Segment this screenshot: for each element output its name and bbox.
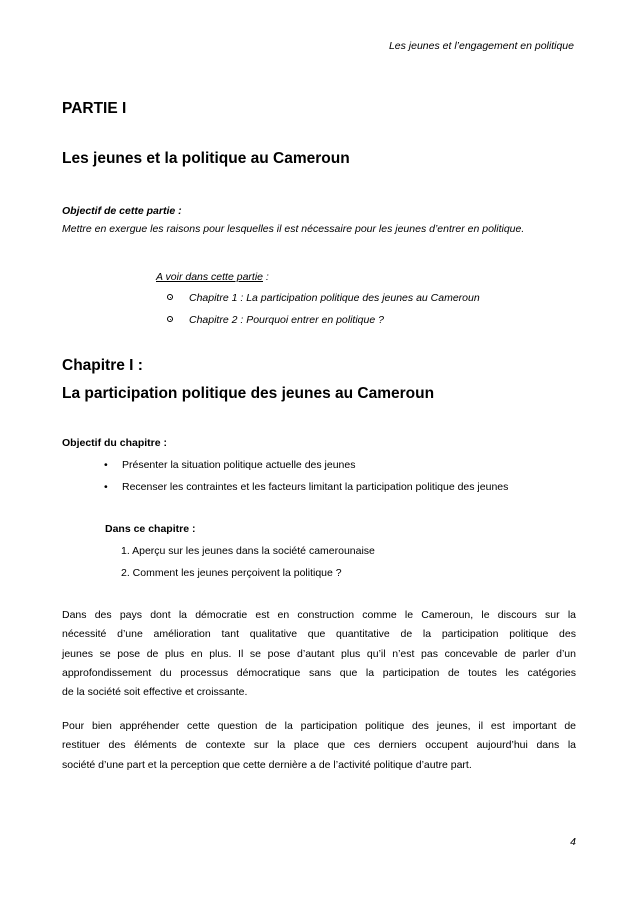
page-number: 4: [570, 836, 576, 848]
part-chapter-item: [167, 314, 384, 326]
chapter-label: Chapitre I :: [62, 357, 143, 374]
bullet-icon: •: [104, 481, 108, 493]
in-chapter-label: Dans ce chapitre :: [105, 523, 196, 535]
see-in-part-suffix: :: [263, 271, 269, 283]
part-title: Les jeunes et la politique au Cameroun: [62, 150, 350, 167]
part-objective-text: Mettre en exergue les raisons pour lesquelles il est nécessaire pour les jeunes d’entrer en politique.: [62, 223, 525, 235]
chapter-objective-text: Recenser les contraintes et les facteurs limitant la participation politique des jeunes: [122, 481, 509, 493]
see-in-part-heading: [156, 271, 269, 283]
chapter-section-item: 2. Comment les jeunes perçoivent la politique ?: [121, 567, 342, 579]
part-chapter-item: [167, 292, 480, 304]
part-label: PARTIE I: [62, 100, 127, 117]
chapter-objective-text: Présenter la situation politique actuelle des jeunes: [122, 459, 356, 471]
body-paragraph: [62, 717, 576, 775]
part-chapter-text: Chapitre 1 : La participation politique des jeunes au Cameroun: [189, 292, 480, 304]
circle-bullet-icon: [167, 294, 173, 300]
paragraph-line: de la société soit effective et croissante.: [62, 686, 248, 699]
chapter-objective-item: [104, 459, 355, 471]
part-chapter-text: Chapitre 2 : Pourquoi entrer en politique ?: [189, 314, 384, 326]
chapter-objective-item: [104, 481, 508, 493]
paragraph-line: Pour bien appréhender cette question de la participation politique des jeunes, il est important de: [62, 720, 576, 732]
part-objective-label: Objectif de cette partie :: [62, 205, 182, 217]
see-in-part-label: A voir dans cette partie: [156, 271, 263, 283]
paragraph-line: approfondissement du processus démocratique sans que la participation de toutes les catégories: [62, 666, 576, 679]
body-paragraph: [62, 606, 576, 702]
paragraph-line: nécessité d’une amélioration tant qualitative que quantitative de la participation politique des: [62, 628, 576, 641]
paragraph-line: Dans des pays dont la démocratie est en construction comme le Cameroun, le discours sur la: [62, 609, 576, 621]
paragraph-line: restituer des éléments de contexte sur la place que ces derniers occupent aujourd’hui dans la: [62, 739, 576, 752]
chapter-objective-label: Objectif du chapitre :: [62, 437, 168, 449]
paragraph-line: jeunes se pose de plus en plus. Il se pose d’autant plus qu’il n’est pas concevable de parler d’un: [62, 647, 576, 660]
paragraph-line: société d’une part et la perception que cette dernière a de l’activité politique d’autre part.: [62, 758, 472, 771]
running-header: Les jeunes et l’engagement en politique: [388, 40, 574, 52]
chapter-title: La participation politique des jeunes au Cameroun: [62, 385, 435, 402]
bullet-icon: •: [104, 459, 108, 471]
circle-bullet-icon: [167, 316, 173, 322]
chapter-section-item: 1. Aperçu sur les jeunes dans la société camerounaise: [121, 545, 375, 557]
